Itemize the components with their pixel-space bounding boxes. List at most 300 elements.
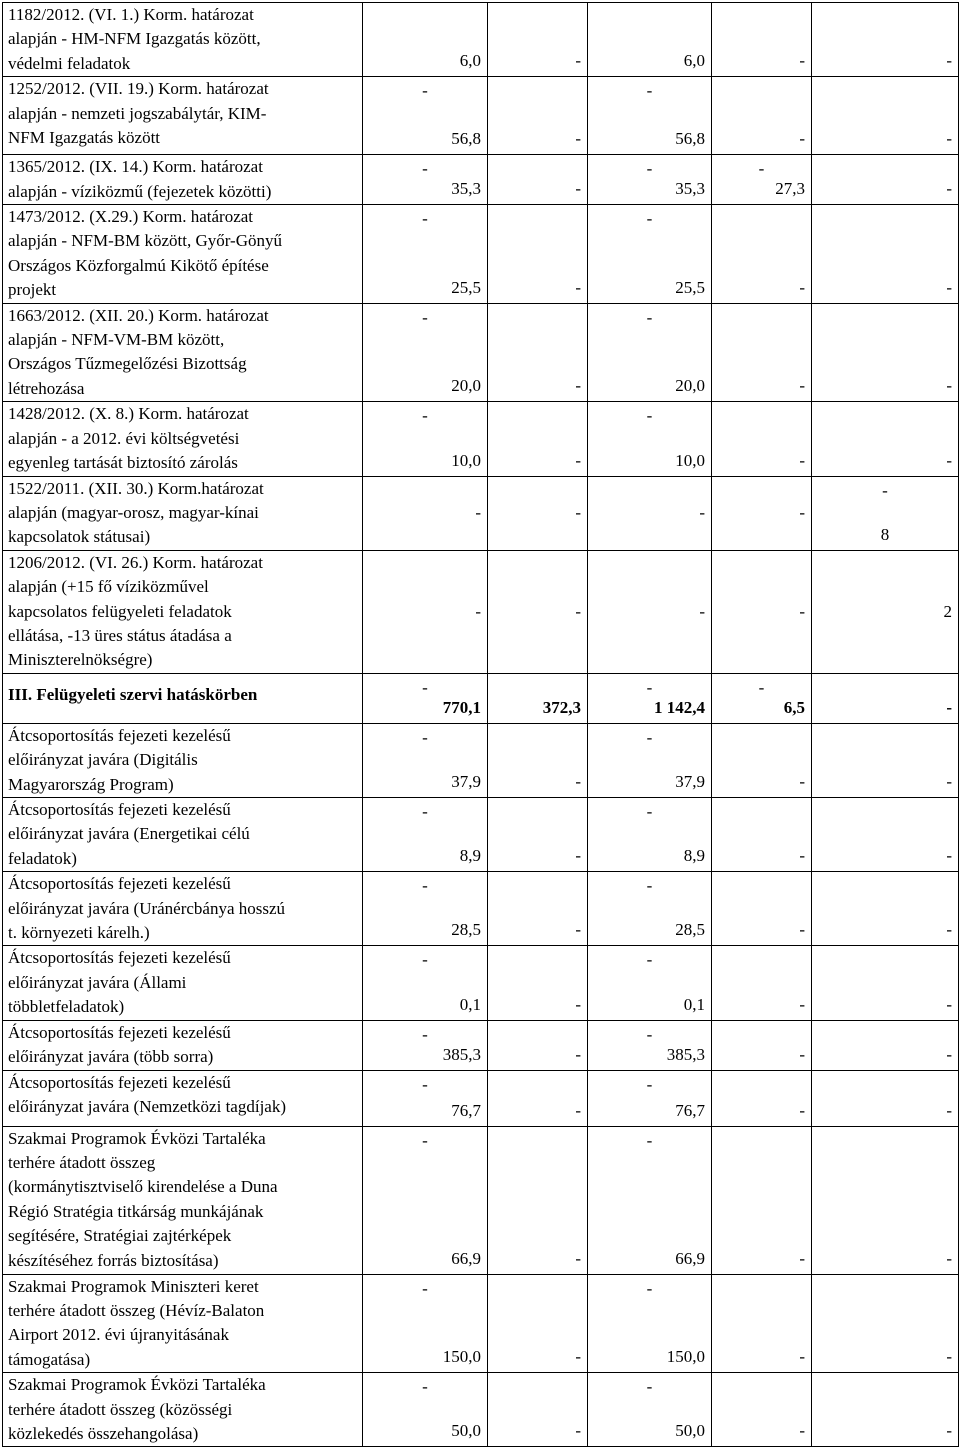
cell-value: - bbox=[946, 51, 952, 71]
cell-value: - bbox=[799, 771, 805, 791]
description-line: Szakmai Programok Miniszteri keret bbox=[8, 1276, 259, 1296]
value-cell bbox=[488, 155, 588, 205]
value-cell bbox=[712, 476, 812, 550]
cell-value: - bbox=[799, 503, 805, 523]
minus-sign: - bbox=[646, 307, 653, 327]
cell-value: - bbox=[946, 1100, 952, 1120]
minus-sign: - bbox=[646, 677, 653, 697]
value-cell bbox=[363, 797, 488, 871]
value-cell bbox=[488, 402, 588, 476]
value-cell bbox=[488, 77, 588, 155]
table-row bbox=[3, 1070, 959, 1126]
cell-value: - bbox=[946, 450, 952, 470]
cell-value: - bbox=[946, 179, 952, 199]
value-cell bbox=[712, 723, 812, 797]
cell-value: - bbox=[946, 920, 952, 940]
description-line: előirányzat javára (Uránércbánya hosszú bbox=[8, 898, 286, 918]
table-row bbox=[3, 797, 959, 871]
description-cell bbox=[3, 303, 363, 402]
minus-sign: - bbox=[422, 159, 428, 179]
cell-value: 2 bbox=[943, 601, 952, 621]
description-line: alapján - nemzeti jogszabálytár, KIM- bbox=[8, 103, 267, 123]
cell-value: 76,7 bbox=[451, 1100, 481, 1120]
value-cell bbox=[812, 476, 959, 550]
value-cell bbox=[712, 1020, 812, 1070]
cell-value: - bbox=[575, 771, 581, 791]
value-cell bbox=[812, 550, 959, 673]
description-cell bbox=[3, 946, 363, 1020]
value-cell bbox=[712, 303, 812, 402]
value-cell bbox=[488, 1274, 588, 1373]
value-cell bbox=[363, 946, 488, 1020]
minus-sign: - bbox=[422, 1074, 428, 1094]
cell-value: - bbox=[575, 1421, 581, 1441]
cell-value: - bbox=[946, 1347, 952, 1367]
description-cell bbox=[3, 1274, 363, 1373]
cell-value: 150,0 bbox=[666, 1347, 705, 1367]
value-cell bbox=[363, 1020, 488, 1070]
value-cell bbox=[588, 1070, 712, 1126]
minus-sign: - bbox=[646, 727, 653, 747]
value-cell bbox=[812, 1070, 959, 1126]
description-line: 1428/2012. (X. 8.) Korm. határozat bbox=[8, 404, 249, 424]
cell-value: - bbox=[799, 994, 805, 1014]
description-cell bbox=[3, 1070, 363, 1126]
description-line: Régió Stratégia titkárság munkájának bbox=[8, 1201, 264, 1221]
minus-sign: - bbox=[422, 406, 428, 426]
cell-value: - bbox=[799, 920, 805, 940]
minus-sign: - bbox=[646, 876, 653, 896]
minus-sign: - bbox=[422, 1024, 428, 1044]
value-cell bbox=[712, 3, 812, 77]
value-cell bbox=[363, 723, 488, 797]
description-line: alapján (+15 fő víziközművel bbox=[8, 577, 209, 597]
description-cell bbox=[3, 797, 363, 871]
cell-value: - bbox=[946, 376, 952, 396]
value-cell bbox=[488, 1373, 588, 1447]
value-cell bbox=[363, 1070, 488, 1126]
cell-value: - bbox=[575, 277, 581, 297]
cell-value: 37,9 bbox=[675, 771, 705, 791]
cell-value: - bbox=[946, 1248, 952, 1268]
value-cell bbox=[712, 1070, 812, 1126]
cell-value: - bbox=[946, 771, 952, 791]
description-cell bbox=[3, 155, 363, 205]
description-line: készítéséhez forrás biztosítása) bbox=[8, 1250, 219, 1270]
description-cell bbox=[3, 723, 363, 797]
value-cell bbox=[712, 1373, 812, 1447]
description-cell bbox=[3, 3, 363, 77]
cell-value: 1 142,4 bbox=[654, 697, 705, 717]
description-line: létrehozása bbox=[8, 378, 85, 398]
description-line: előirányzat javára (több sorra) bbox=[8, 1047, 214, 1067]
value-cell bbox=[363, 476, 488, 550]
minus-sign: - bbox=[646, 1377, 653, 1397]
description-cell bbox=[3, 1373, 363, 1447]
value-cell bbox=[712, 205, 812, 304]
value-cell bbox=[588, 673, 712, 723]
table-row bbox=[3, 1020, 959, 1070]
table-row bbox=[3, 723, 959, 797]
value-cell bbox=[588, 1020, 712, 1070]
cell-value: 25,5 bbox=[451, 277, 481, 297]
description-line: (kormánytisztviselő kirendelése a Duna bbox=[8, 1177, 278, 1197]
cell-value: - bbox=[799, 277, 805, 297]
description-line: támogatása) bbox=[8, 1349, 91, 1369]
value-cell bbox=[488, 1070, 588, 1126]
value-cell bbox=[588, 476, 712, 550]
minus-sign: - bbox=[422, 307, 428, 327]
description-line: előirányzat javára (Állami bbox=[8, 972, 187, 992]
cell-value: 76,7 bbox=[675, 1100, 705, 1120]
value-cell bbox=[812, 402, 959, 476]
description-line: Átcsoportosítás fejezeti kezelésű bbox=[8, 799, 231, 819]
cell-value: - bbox=[575, 376, 581, 396]
cell-value: - bbox=[575, 994, 581, 1014]
value-cell bbox=[712, 673, 812, 723]
cell-value: - bbox=[699, 601, 705, 621]
value-cell bbox=[488, 723, 588, 797]
cell-value: - bbox=[946, 846, 952, 866]
cell-value: 10,0 bbox=[451, 450, 481, 470]
description-line: előirányzat javára (Nemzetközi tagdíjak) bbox=[8, 1097, 286, 1117]
description-line: alapján - NFM-BM között, Győr-Gönyű bbox=[8, 231, 282, 251]
cell-value: 8,9 bbox=[459, 846, 481, 866]
cell-value: - bbox=[799, 1044, 805, 1064]
minus-sign: - bbox=[422, 876, 428, 896]
description-line: előirányzat javára (Energetikai célú bbox=[8, 824, 250, 844]
value-cell bbox=[588, 1373, 712, 1447]
cell-value: - bbox=[799, 450, 805, 470]
value-cell bbox=[812, 723, 959, 797]
table-row bbox=[3, 402, 959, 476]
value-cell bbox=[363, 402, 488, 476]
value-cell bbox=[588, 797, 712, 871]
value-cell bbox=[488, 303, 588, 402]
value-cell bbox=[488, 797, 588, 871]
table-row bbox=[3, 3, 959, 77]
value-cell bbox=[712, 1274, 812, 1373]
description-line: 1663/2012. (XII. 20.) Korm. határozat bbox=[8, 305, 269, 325]
cell-value: - bbox=[799, 1421, 805, 1441]
description-line: többletfeladatok) bbox=[8, 997, 125, 1017]
description-line: alapján - HM-NFM Igazgatás között, bbox=[8, 29, 261, 49]
table-row bbox=[3, 205, 959, 304]
cell-value: - bbox=[799, 846, 805, 866]
cell-value: 385,3 bbox=[442, 1044, 481, 1064]
cell-value: 56,8 bbox=[675, 129, 705, 149]
cell-value: - bbox=[946, 697, 952, 717]
description-line: Országos Tűzmegelőzési Bizottság bbox=[8, 354, 247, 374]
description-line: kapcsolatos felügyeleti feladatok bbox=[8, 601, 232, 621]
value-cell bbox=[488, 205, 588, 304]
description-line: Szakmai Programok Évközi Tartaléka bbox=[8, 1128, 266, 1148]
table-row bbox=[3, 476, 959, 550]
value-cell bbox=[712, 155, 812, 205]
description-line: 1365/2012. (IX. 14.) Korm. határozat bbox=[8, 157, 263, 177]
description-line: Miniszterelnökségre) bbox=[8, 650, 153, 670]
cell-value: - bbox=[799, 601, 805, 621]
cell-value: - bbox=[946, 1044, 952, 1064]
cell-value: 56,8 bbox=[451, 129, 481, 149]
description-line: 1252/2012. (VII. 19.) Korm. határozat bbox=[8, 79, 269, 99]
cell-value: - bbox=[575, 1347, 581, 1367]
value-cell bbox=[363, 872, 488, 946]
value-cell bbox=[588, 402, 712, 476]
minus-sign: - bbox=[422, 801, 428, 821]
value-cell bbox=[588, 946, 712, 1020]
description-line: terhére átadott összeg (közösségi bbox=[8, 1399, 233, 1419]
description-cell bbox=[3, 476, 363, 550]
value-cell bbox=[588, 155, 712, 205]
value-cell bbox=[488, 3, 588, 77]
table-row bbox=[3, 550, 959, 673]
value-cell bbox=[812, 1274, 959, 1373]
cell-value: 6,5 bbox=[783, 697, 805, 717]
description-line: 1473/2012. (X.29.) Korm. határozat bbox=[8, 207, 254, 227]
value-cell bbox=[812, 1020, 959, 1070]
description-line: projekt bbox=[8, 280, 57, 300]
cell-value: - bbox=[575, 601, 581, 621]
cell-value: - bbox=[575, 1248, 581, 1268]
value-cell bbox=[712, 797, 812, 871]
value-cell bbox=[812, 77, 959, 155]
minus-sign: - bbox=[422, 1130, 428, 1150]
description-line: védelmi feladatok bbox=[8, 53, 131, 73]
cell-value: - bbox=[946, 994, 952, 1014]
cell-value: - bbox=[575, 179, 581, 199]
value-cell bbox=[488, 1020, 588, 1070]
value-cell bbox=[588, 1274, 712, 1373]
description-cell bbox=[3, 402, 363, 476]
minus-sign: - bbox=[646, 406, 653, 426]
section-title: III. Felügyeleti szervi hatáskörben bbox=[8, 684, 258, 704]
description-line: közlekedés összehangolása) bbox=[8, 1424, 199, 1444]
cell-value: - bbox=[575, 129, 581, 149]
description-line: 1522/2011. (XII. 30.) Korm.határozat bbox=[8, 478, 264, 498]
cell-value: - bbox=[799, 1347, 805, 1367]
cell-value: 150,0 bbox=[442, 1347, 481, 1367]
cell-value: - bbox=[799, 1100, 805, 1120]
table-row bbox=[3, 872, 959, 946]
value-cell bbox=[712, 872, 812, 946]
cell-value: 8 bbox=[880, 524, 890, 544]
cell-value: 28,5 bbox=[675, 920, 705, 940]
description-cell bbox=[3, 550, 363, 673]
cell-value: - bbox=[575, 920, 581, 940]
value-cell bbox=[812, 3, 959, 77]
value-cell bbox=[588, 77, 712, 155]
description-line: kapcsolatok státusai) bbox=[8, 527, 151, 547]
cell-value: - bbox=[799, 129, 805, 149]
cell-value: 27,3 bbox=[775, 179, 805, 199]
table-row bbox=[3, 1274, 959, 1373]
budget-table-body bbox=[3, 3, 959, 1447]
minus-sign: - bbox=[422, 677, 428, 697]
cell-value: 66,9 bbox=[675, 1248, 705, 1268]
minus-sign: - bbox=[422, 209, 428, 229]
cell-value: - bbox=[946, 1421, 952, 1441]
description-line: ellátása, -13 üres státus átadása a bbox=[8, 625, 232, 645]
cell-value: 6,0 bbox=[459, 51, 481, 71]
value-cell bbox=[812, 155, 959, 205]
value-cell bbox=[812, 946, 959, 1020]
description-line: feladatok) bbox=[8, 848, 77, 868]
cell-value: - bbox=[575, 846, 581, 866]
cell-value: - bbox=[575, 503, 581, 523]
value-cell bbox=[363, 673, 488, 723]
cell-value: 28,5 bbox=[451, 920, 481, 940]
value-cell bbox=[812, 797, 959, 871]
value-cell bbox=[812, 205, 959, 304]
value-cell bbox=[363, 3, 488, 77]
description-line: alapján (magyar-orosz, magyar-kínai bbox=[8, 502, 259, 522]
value-cell bbox=[488, 476, 588, 550]
value-cell bbox=[588, 872, 712, 946]
description-line: egyenleg tartását biztosító zárolás bbox=[8, 453, 238, 473]
description-line: terhére átadott összeg bbox=[8, 1153, 156, 1173]
cell-value: 50,0 bbox=[451, 1421, 481, 1441]
table-row bbox=[3, 946, 959, 1020]
value-cell bbox=[812, 1373, 959, 1447]
minus-sign: - bbox=[758, 159, 765, 179]
description-line: Átcsoportosítás fejezeti kezelésű bbox=[8, 874, 231, 894]
minus-sign: - bbox=[646, 1074, 653, 1094]
section-title-cell bbox=[3, 673, 363, 723]
value-cell bbox=[363, 77, 488, 155]
minus-sign: - bbox=[422, 1278, 428, 1298]
cell-value: - bbox=[699, 503, 705, 523]
value-cell bbox=[712, 550, 812, 673]
cell-value: - bbox=[475, 503, 481, 523]
cell-value: - bbox=[475, 601, 481, 621]
description-line: Átcsoportosítás fejezeti kezelésű bbox=[8, 948, 231, 968]
cell-value: 50,0 bbox=[675, 1421, 705, 1441]
description-line: előirányzat javára (Digitális bbox=[8, 750, 198, 770]
value-cell bbox=[588, 1126, 712, 1274]
cell-value: 0,1 bbox=[683, 994, 705, 1014]
value-cell bbox=[588, 723, 712, 797]
minus-sign: - bbox=[422, 727, 428, 747]
table-row bbox=[3, 155, 959, 205]
value-cell bbox=[363, 1373, 488, 1447]
cell-value: - bbox=[575, 51, 581, 71]
minus-sign: - bbox=[646, 81, 653, 101]
description-cell bbox=[3, 77, 363, 155]
minus-sign: - bbox=[646, 1130, 653, 1150]
minus-sign: - bbox=[646, 801, 653, 821]
minus-sign: - bbox=[646, 1024, 653, 1044]
value-cell bbox=[488, 550, 588, 673]
table-row bbox=[3, 1373, 959, 1447]
cell-value: 66,9 bbox=[451, 1248, 481, 1268]
cell-value: - bbox=[946, 129, 952, 149]
cell-value: - bbox=[575, 450, 581, 470]
cell-value: 770,1 bbox=[442, 697, 481, 717]
value-cell bbox=[363, 550, 488, 673]
value-cell bbox=[712, 1126, 812, 1274]
cell-value: - bbox=[946, 277, 952, 297]
cell-value: 37,9 bbox=[451, 771, 481, 791]
value-cell bbox=[588, 303, 712, 402]
description-line: Szakmai Programok Évközi Tartaléka bbox=[8, 1375, 266, 1395]
value-cell bbox=[812, 673, 959, 723]
description-line: 1206/2012. (VI. 26.) Korm. határozat bbox=[8, 552, 263, 572]
value-cell bbox=[363, 205, 488, 304]
value-cell bbox=[812, 872, 959, 946]
description-line: 1182/2012. (VI. 1.) Korm. határozat bbox=[8, 5, 254, 24]
description-cell bbox=[3, 1126, 363, 1274]
description-line: alapján - víziközmű (fejezetek közötti) bbox=[8, 181, 272, 201]
cell-value: 8,9 bbox=[683, 846, 705, 866]
cell-value: - bbox=[575, 1100, 581, 1120]
value-cell bbox=[363, 155, 488, 205]
description-line: terhére átadott összeg (Hévíz-Balaton bbox=[8, 1301, 265, 1321]
table-row bbox=[3, 77, 959, 155]
minus-sign: - bbox=[646, 159, 653, 179]
cell-value: 35,3 bbox=[675, 179, 705, 199]
budget-table bbox=[2, 2, 959, 1447]
description-line: Átcsoportosítás fejezeti kezelésű bbox=[8, 1022, 231, 1042]
table-row bbox=[3, 303, 959, 402]
value-cell bbox=[363, 1274, 488, 1373]
minus-sign: - bbox=[422, 1377, 428, 1397]
cell-value: - bbox=[799, 1248, 805, 1268]
cell-value: 372,3 bbox=[542, 697, 581, 717]
cell-value: 385,3 bbox=[666, 1044, 705, 1064]
description-line: Magyarország Program) bbox=[8, 774, 174, 794]
description-cell bbox=[3, 872, 363, 946]
cell-value: - bbox=[575, 1044, 581, 1064]
description-line: NFM Igazgatás között bbox=[8, 128, 161, 148]
cell-value: 25,5 bbox=[675, 277, 705, 297]
value-cell bbox=[588, 550, 712, 673]
minus-sign: - bbox=[646, 950, 653, 970]
cell-value: 35,3 bbox=[451, 179, 481, 199]
cell-value: 0,1 bbox=[459, 994, 481, 1014]
description-line: Átcsoportosítás fejezeti kezelésű bbox=[8, 725, 231, 745]
cell-value: - bbox=[799, 51, 805, 71]
description-line: alapján - NFM-VM-BM között, bbox=[8, 330, 225, 350]
description-line: t. környezeti kárelh.) bbox=[8, 923, 150, 942]
minus-sign: - bbox=[646, 209, 653, 229]
cell-value: 10,0 bbox=[675, 450, 705, 470]
table-row bbox=[3, 1126, 959, 1274]
description-line: Országos Közforgalmú Kikötő építése bbox=[8, 255, 269, 275]
description-line: alapján - a 2012. évi költségvetési bbox=[8, 428, 240, 448]
section-row bbox=[3, 673, 959, 723]
value-cell bbox=[488, 946, 588, 1020]
value-cell bbox=[812, 303, 959, 402]
cell-value: 20,0 bbox=[675, 376, 705, 396]
value-cell bbox=[712, 946, 812, 1020]
value-cell bbox=[588, 205, 712, 304]
cell-value: 20,0 bbox=[451, 376, 481, 396]
minus-sign: - bbox=[882, 480, 888, 500]
description-line: segítésére, Stratégiai zajtérképek bbox=[8, 1226, 232, 1246]
minus-sign: - bbox=[646, 1278, 653, 1298]
description-cell bbox=[3, 205, 363, 304]
value-cell bbox=[363, 303, 488, 402]
description-line: Átcsoportosítás fejezeti kezelésű bbox=[8, 1072, 231, 1092]
minus-sign: - bbox=[758, 677, 765, 697]
value-cell bbox=[712, 402, 812, 476]
value-cell bbox=[812, 1126, 959, 1274]
value-cell bbox=[488, 1126, 588, 1274]
value-cell bbox=[363, 1126, 488, 1274]
cell-value: - bbox=[799, 376, 805, 396]
value-cell bbox=[488, 872, 588, 946]
